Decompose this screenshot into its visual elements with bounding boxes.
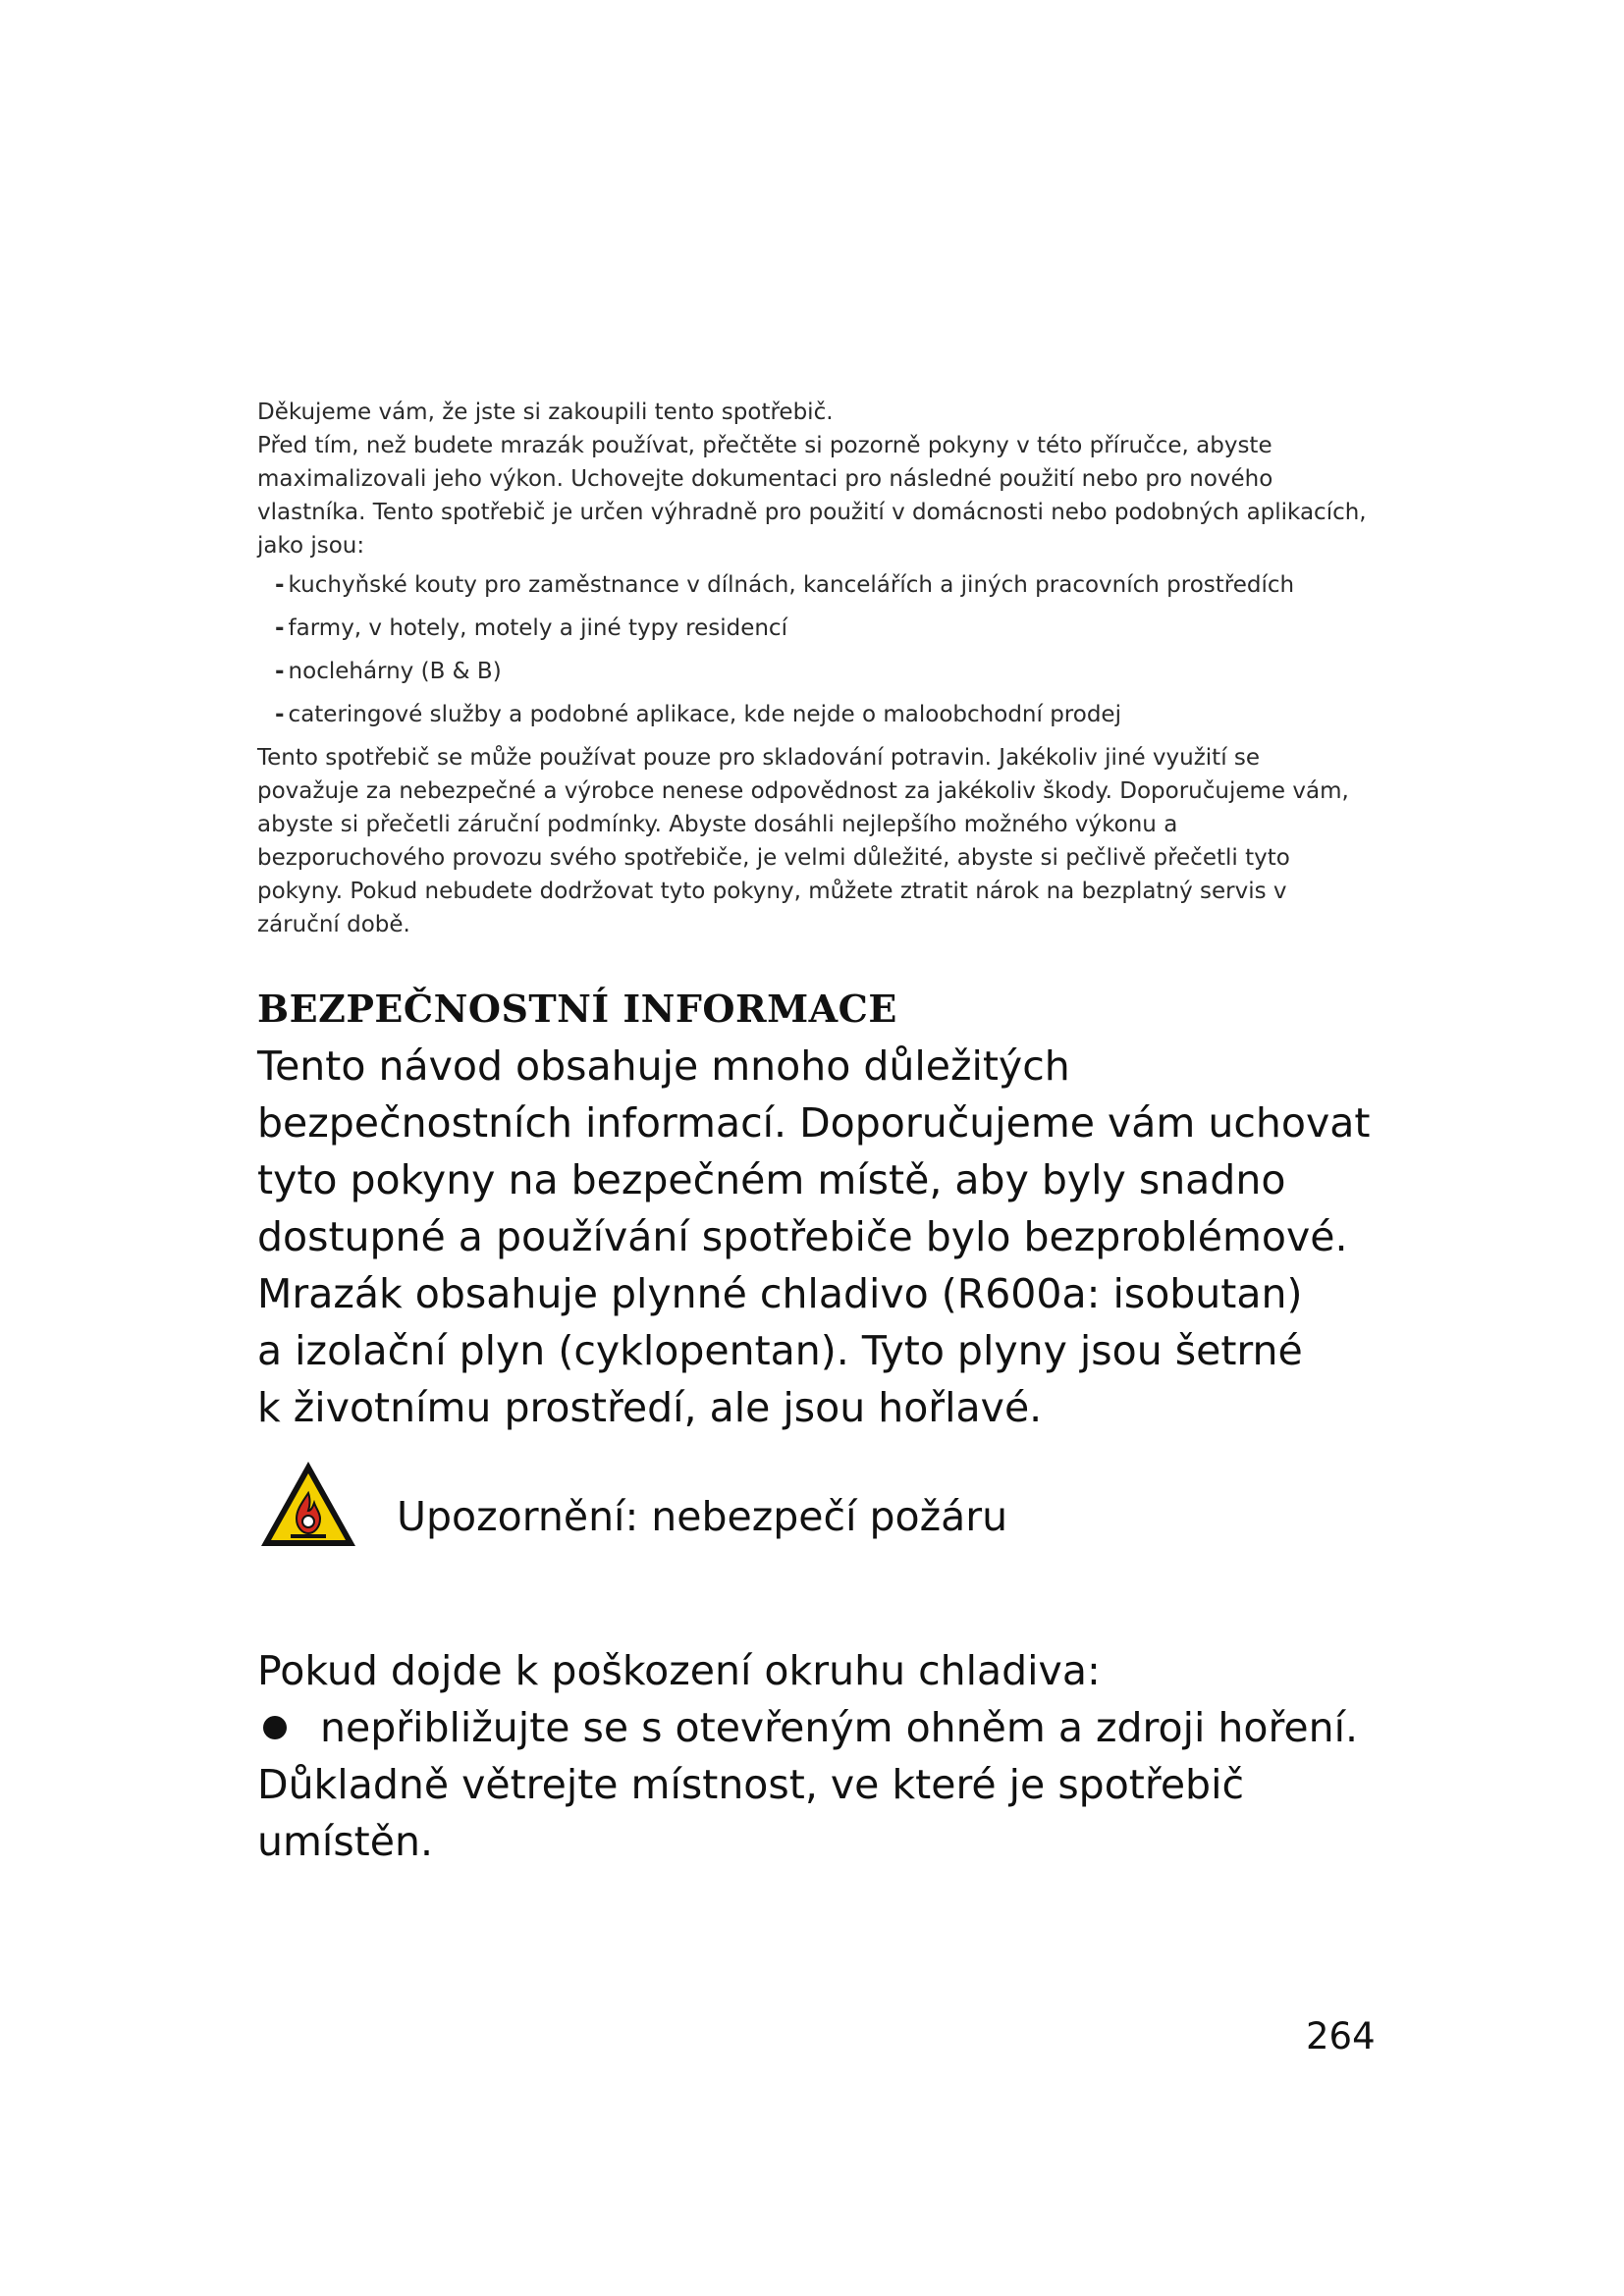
safety-paragraph-2-line: Mrazák obsahuje plynné chladivo (R600a: isobutan) [257, 1270, 1303, 1317]
list-item-text: farmy, v hotely, motely a jiné typy residencí [288, 615, 787, 641]
damage-bullet [257, 1699, 1396, 1756]
damage-intro: Pokud dojde k poškození okruhu chladiva: [257, 1647, 1101, 1694]
safety-paragraph-1: Tento návod obsahuje mnoho důležitých bezpečnostních informací. Doporučujeme vám uchovat tyto pokyny na bezpečném místě, aby byly snadno dostupné a používání spotřebiče bylo bezproblémové. [257, 1042, 1371, 1260]
dash-marker: - [275, 702, 285, 727]
dash-marker: - [275, 572, 285, 598]
damage-section [257, 1642, 1396, 1870]
page-number: 264 [1306, 2015, 1376, 2057]
intro-closing: Tento spotřebič se může používat pouze pro skladování potravin. Jakékoliv jiné využití se považuje za nebezpečné a výrobce nenese odpovědnost za jakékoliv škody. Doporučujeme vám, abyste si přečetli záruční podmínky. Abyste dosáhli nejlepšího možného výkonu a bezporuchového provozu svého spotřebiče, je velmi důležité, abyste si pečlivě přečetli tyto pokyny. Pokud nebudete dodržovat tyto pokyny, můžete ztratit nárok na bezplatný servis v záruční době. [257, 745, 1349, 937]
dash-marker: - [275, 615, 285, 641]
list-item [275, 698, 1367, 731]
bullet-dot-icon [263, 1716, 287, 1739]
list-item [275, 655, 1367, 688]
list-item-text: cateringové služby a podobné aplikace, kde nejde o maloobchodní prodej [288, 702, 1121, 727]
intro-section [257, 396, 1367, 941]
list-item [275, 568, 1367, 602]
list-item-text: kuchyňské kouty pro zaměstnance v dílnách, kancelářích a jiných pracovních prostředích [288, 572, 1295, 598]
damage-bullet-text: nepřibližujte se s otevřeným ohněm a zdroji hoření. [320, 1704, 1359, 1751]
list-item [275, 612, 1367, 645]
dash-marker: - [275, 659, 285, 684]
damage-follow-line: umístěn. [257, 1818, 433, 1865]
usage-list [275, 568, 1367, 731]
fire-warning-label: Upozornění: nebezpečí požáru [397, 1493, 1008, 1540]
safety-paragraph-2-line: k životnímu prostředí, ale jsou hořlavé. [257, 1384, 1043, 1431]
safety-heading: BEZPEČNOSTNÍ INFORMACE [257, 987, 897, 1031]
safety-body [257, 1038, 1396, 1436]
fire-warning [257, 1451, 1007, 1559]
fire-hazard-icon [257, 1458, 359, 1552]
safety-paragraph-2-line: a izolační plyn (cyklopentan). Tyto plyny jsou šetrné [257, 1327, 1303, 1374]
intro-thanks: Děkujeme vám, že jste si zakoupili tento spotřebič. [257, 400, 834, 425]
list-item-text: noclehárny (B & B) [288, 659, 502, 684]
damage-follow-line: Důkladně větrejte místnost, ve které je spotřebič [257, 1761, 1245, 1808]
intro-instructions: Před tím, než budete mrazák používat, přečtěte si pozorně pokyny v této příručce, abyste maximalizovali jeho výkon. Uchovejte dokumentaci pro následné použití nebo pro nového vlastníka. Tento spotřebič je určen výhradně pro použití v domácnosti nebo podobných aplikacích, jako jsou: [257, 433, 1367, 559]
